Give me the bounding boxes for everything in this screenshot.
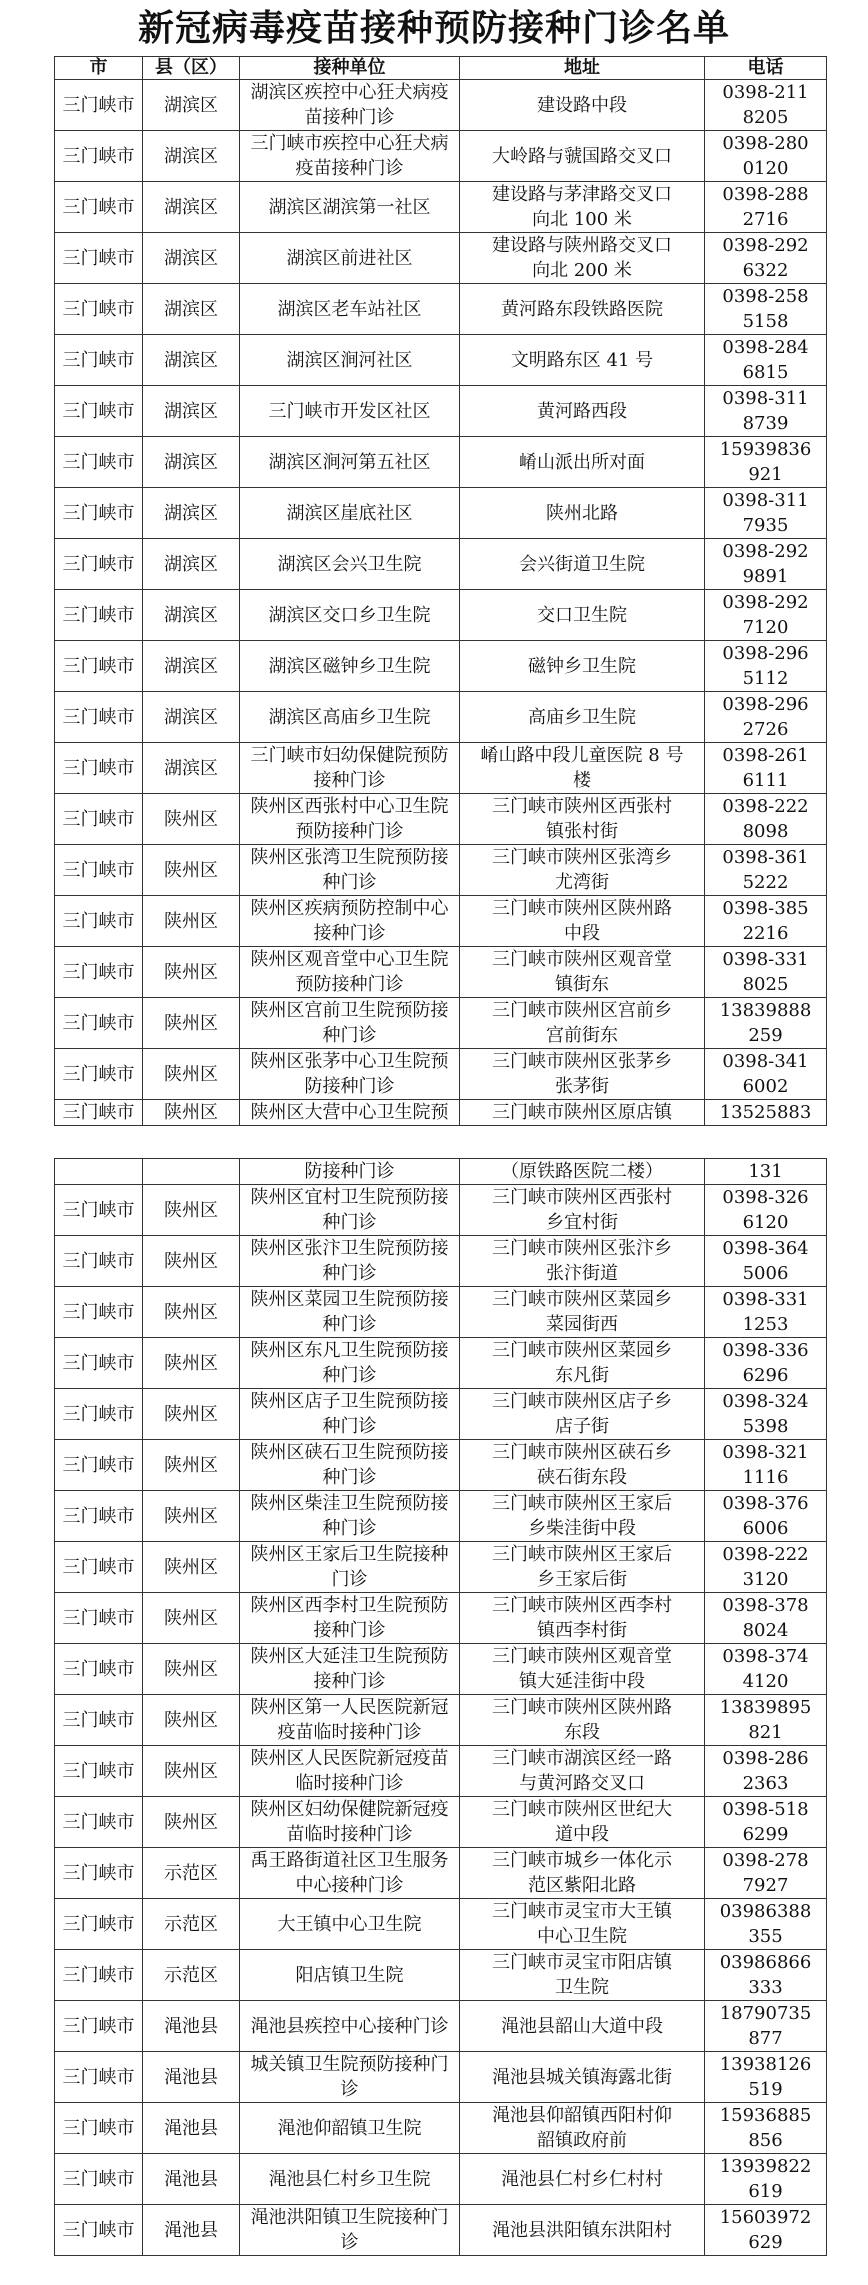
cell-unit: 陕州区疾病预防控制中心 接种门诊 bbox=[240, 896, 460, 947]
cell-phone: 131 bbox=[705, 1159, 827, 1185]
cell-city: 三门峡市 bbox=[55, 1542, 143, 1593]
table-row bbox=[55, 488, 827, 539]
cell-county: 渑池县 bbox=[143, 2205, 240, 2256]
cell-phone: 15939836 921 bbox=[705, 437, 827, 488]
cell-phone: 0398-284 6815 bbox=[705, 335, 827, 386]
cell-city: 三门峡市 bbox=[55, 488, 143, 539]
cell-city: 三门峡市 bbox=[55, 1593, 143, 1644]
cell-unit: 陕州区大延洼卫生院预防 接种门诊 bbox=[240, 1644, 460, 1695]
cell-phone: 0398-292 6322 bbox=[705, 233, 827, 284]
cell-address: 三门峡市陕州区王家后 乡柴洼街中段 bbox=[460, 1491, 705, 1542]
cell-phone: 0398-331 8025 bbox=[705, 947, 827, 998]
cell-phone: 03986866 333 bbox=[705, 1950, 827, 2001]
cell-unit: 陕州区东凡卫生院预防接 种门诊 bbox=[240, 1338, 460, 1389]
cell-address: 三门峡市陕州区西张村 乡宜村街 bbox=[460, 1185, 705, 1236]
cell-address: 三门峡市湖滨区经一路 与黄河路交叉口 bbox=[460, 1746, 705, 1797]
table-row bbox=[55, 2205, 827, 2256]
cell-phone: 18790735 877 bbox=[705, 2001, 827, 2052]
cell-unit: 防接种门诊 bbox=[240, 1159, 460, 1185]
cell-unit: 大王镇中心卫生院 bbox=[240, 1899, 460, 1950]
cell-county: 渑池县 bbox=[143, 2154, 240, 2205]
table-row bbox=[55, 845, 827, 896]
cell-county: 湖滨区 bbox=[143, 284, 240, 335]
cell-phone: 13938126 519 bbox=[705, 2052, 827, 2103]
cell-county: 陕州区 bbox=[143, 1542, 240, 1593]
cell-city: 三门峡市 bbox=[55, 1338, 143, 1389]
cell-unit: 陕州区店子卫生院预防接 种门诊 bbox=[240, 1389, 460, 1440]
cell-address: 三门峡市陕州区陕州路 东段 bbox=[460, 1695, 705, 1746]
cell-address: 黄河路东段铁路医院 bbox=[460, 284, 705, 335]
table-row bbox=[55, 1542, 827, 1593]
cell-address: 会兴街道卫生院 bbox=[460, 539, 705, 590]
cell-county: 示范区 bbox=[143, 1899, 240, 1950]
cell-unit: 湖滨区磁钟乡卫生院 bbox=[240, 641, 460, 692]
cell-address: 三门峡市城乡一体化示 范区紫阳北路 bbox=[460, 1848, 705, 1899]
cell-city: 三门峡市 bbox=[55, 386, 143, 437]
clinic-table-part-1 bbox=[54, 56, 827, 1126]
cell-address: 三门峡市陕州区观音堂 镇街东 bbox=[460, 947, 705, 998]
cell-unit: 陕州区第一人民医院新冠 疫苗临时接种门诊 bbox=[240, 1695, 460, 1746]
cell-address: 交口卫生院 bbox=[460, 590, 705, 641]
table-row bbox=[55, 80, 827, 131]
table-row bbox=[55, 539, 827, 590]
cell-phone: 0398-292 7120 bbox=[705, 590, 827, 641]
cell-phone: 0398-374 4120 bbox=[705, 1644, 827, 1695]
cell-city: 三门峡市 bbox=[55, 1287, 143, 1338]
cell-city: 三门峡市 bbox=[55, 1644, 143, 1695]
cell-phone: 13525883 bbox=[705, 1100, 827, 1126]
cell-city: 三门峡市 bbox=[55, 1100, 143, 1126]
cell-county: 湖滨区 bbox=[143, 590, 240, 641]
cell-phone: 15603972 629 bbox=[705, 2205, 827, 2256]
cell-city: 三门峡市 bbox=[55, 1491, 143, 1542]
cell-unit: 城关镇卫生院预防接种门 诊 bbox=[240, 2052, 460, 2103]
cell-address: 三门峡市陕州区店子乡 店子街 bbox=[460, 1389, 705, 1440]
cell-city: 三门峡市 bbox=[55, 1389, 143, 1440]
cell-city: 三门峡市 bbox=[55, 1746, 143, 1797]
table-row bbox=[55, 1899, 827, 1950]
cell-address: 渑池县韶山大道中段 bbox=[460, 2001, 705, 2052]
cell-address: 渑池县洪阳镇东洪阳村 bbox=[460, 2205, 705, 2256]
cell-city: 三门峡市 bbox=[55, 2052, 143, 2103]
cell-county: 示范区 bbox=[143, 1950, 240, 2001]
cell-unit: 陕州区妇幼保健院新冠疫 苗临时接种门诊 bbox=[240, 1797, 460, 1848]
cell-unit: 湖滨区疾控中心狂犬病疫 苗接种门诊 bbox=[240, 80, 460, 131]
cell-unit: 湖滨区老车站社区 bbox=[240, 284, 460, 335]
cell-unit: 陕州区宫前卫生院预防接 种门诊 bbox=[240, 998, 460, 1049]
cell-city: 三门峡市 bbox=[55, 590, 143, 641]
cell-city: 三门峡市 bbox=[55, 182, 143, 233]
cell-county: 湖滨区 bbox=[143, 743, 240, 794]
cell-address: 建设路与陕州路交叉口 向北 200 米 bbox=[460, 233, 705, 284]
cell-phone: 0398-321 1116 bbox=[705, 1440, 827, 1491]
cell-unit: 湖滨区涧河第五社区 bbox=[240, 437, 460, 488]
cell-city: 三门峡市 bbox=[55, 1950, 143, 2001]
header-city: 市 bbox=[55, 57, 143, 80]
cell-city: 三门峡市 bbox=[55, 1185, 143, 1236]
cell-county: 陕州区 bbox=[143, 1338, 240, 1389]
cell-city bbox=[55, 1159, 143, 1185]
table-row bbox=[55, 1797, 827, 1848]
cell-city: 三门峡市 bbox=[55, 2154, 143, 2205]
table-row bbox=[55, 1049, 827, 1100]
table-row bbox=[55, 794, 827, 845]
cell-phone: 0398-324 5398 bbox=[705, 1389, 827, 1440]
cell-phone: 0398-278 7927 bbox=[705, 1848, 827, 1899]
cell-phone: 13839895 821 bbox=[705, 1695, 827, 1746]
cell-unit: 陕州区宜村卫生院预防接 种门诊 bbox=[240, 1185, 460, 1236]
cell-unit: 陕州区西李村卫生院预防 接种门诊 bbox=[240, 1593, 460, 1644]
cell-phone: 0398-296 5112 bbox=[705, 641, 827, 692]
table-row bbox=[55, 233, 827, 284]
cell-unit: 湖滨区交口乡卫生院 bbox=[240, 590, 460, 641]
table-row bbox=[55, 1287, 827, 1338]
cell-unit: 湖滨区前进社区 bbox=[240, 233, 460, 284]
cell-phone: 0398-222 3120 bbox=[705, 1542, 827, 1593]
header-address: 地址 bbox=[460, 57, 705, 80]
cell-phone: 0398-292 9891 bbox=[705, 539, 827, 590]
cell-city: 三门峡市 bbox=[55, 692, 143, 743]
cell-unit: 三门峡市开发区社区 bbox=[240, 386, 460, 437]
cell-county: 陕州区 bbox=[143, 947, 240, 998]
cell-county: 陕州区 bbox=[143, 1746, 240, 1797]
cell-city: 三门峡市 bbox=[55, 233, 143, 284]
cell-phone: 0398-211 8205 bbox=[705, 80, 827, 131]
table-row bbox=[55, 335, 827, 386]
cell-unit: 陕州区王家后卫生院接种 门诊 bbox=[240, 1542, 460, 1593]
table-row bbox=[55, 947, 827, 998]
document-title: 新冠病毒疫苗接种预防接种门诊名单 bbox=[137, 8, 730, 49]
cell-county: 湖滨区 bbox=[143, 131, 240, 182]
cell-county: 陕州区 bbox=[143, 1100, 240, 1126]
cell-unit: 渑池洪阳镇卫生院接种门 诊 bbox=[240, 2205, 460, 2256]
table-row bbox=[55, 2154, 827, 2205]
cell-unit: 陕州区张茅中心卫生院预 防接种门诊 bbox=[240, 1049, 460, 1100]
cell-phone: 0398-364 5006 bbox=[705, 1236, 827, 1287]
cell-unit: 阳店镇卫生院 bbox=[240, 1950, 460, 2001]
cell-unit: 三门峡市妇幼保健院预防 接种门诊 bbox=[240, 743, 460, 794]
cell-county: 陕州区 bbox=[143, 1440, 240, 1491]
cell-unit: 陕州区张汴卫生院预防接 种门诊 bbox=[240, 1236, 460, 1287]
cell-city: 三门峡市 bbox=[55, 539, 143, 590]
cell-city: 三门峡市 bbox=[55, 284, 143, 335]
cell-phone: 0398-280 0120 bbox=[705, 131, 827, 182]
cell-city: 三门峡市 bbox=[55, 1797, 143, 1848]
cell-unit: 湖滨区湖滨第一社区 bbox=[240, 182, 460, 233]
cell-county: 渑池县 bbox=[143, 2052, 240, 2103]
cell-address: 渑池县仰韶镇西阳村仰 韶镇政府前 bbox=[460, 2103, 705, 2154]
cell-unit: 陕州区大营中心卫生院预 bbox=[240, 1100, 460, 1126]
table-row bbox=[55, 1185, 827, 1236]
cell-city: 三门峡市 bbox=[55, 80, 143, 131]
cell-unit: 湖滨区高庙乡卫生院 bbox=[240, 692, 460, 743]
cell-county: 陕州区 bbox=[143, 1185, 240, 1236]
cell-address: 建设路与茅津路交叉口 向北 100 米 bbox=[460, 182, 705, 233]
cell-address: 三门峡市陕州区硖石乡 硖石街东段 bbox=[460, 1440, 705, 1491]
cell-unit: 湖滨区涧河社区 bbox=[240, 335, 460, 386]
cell-address: 三门峡市陕州区张湾乡 尤湾街 bbox=[460, 845, 705, 896]
cell-unit: 渑池县仁村乡卫生院 bbox=[240, 2154, 460, 2205]
header-unit: 接种单位 bbox=[240, 57, 460, 80]
cell-county: 陕州区 bbox=[143, 1491, 240, 1542]
cell-city: 三门峡市 bbox=[55, 1848, 143, 1899]
cell-unit: 陕州区西张村中心卫生院 预防接种门诊 bbox=[240, 794, 460, 845]
table-row bbox=[55, 1950, 827, 2001]
cell-address: 大岭路与虢国路交叉口 bbox=[460, 131, 705, 182]
table-row bbox=[55, 743, 827, 794]
cell-phone: 0398-288 2716 bbox=[705, 182, 827, 233]
cell-phone: 0398-361 5222 bbox=[705, 845, 827, 896]
cell-address: 陕州北路 bbox=[460, 488, 705, 539]
cell-city: 三门峡市 bbox=[55, 2103, 143, 2154]
cell-county: 湖滨区 bbox=[143, 80, 240, 131]
table-row bbox=[55, 1389, 827, 1440]
cell-city: 三门峡市 bbox=[55, 794, 143, 845]
cell-phone: 0398-311 8739 bbox=[705, 386, 827, 437]
cell-address: 三门峡市陕州区陕州路 中段 bbox=[460, 896, 705, 947]
cell-address: 渑池县城关镇海露北街 bbox=[460, 2052, 705, 2103]
cell-unit: 渑池仰韶镇卫生院 bbox=[240, 2103, 460, 2154]
table-row bbox=[55, 1159, 827, 1185]
cell-phone: 0398-336 6296 bbox=[705, 1338, 827, 1389]
cell-address: 三门峡市陕州区世纪大 道中段 bbox=[460, 1797, 705, 1848]
cell-city: 三门峡市 bbox=[55, 896, 143, 947]
cell-address: 三门峡市陕州区菜园乡 菜园街西 bbox=[460, 1287, 705, 1338]
cell-unit: 禹王路街道社区卫生服务 中心接种门诊 bbox=[240, 1848, 460, 1899]
cell-city: 三门峡市 bbox=[55, 131, 143, 182]
table-row bbox=[55, 131, 827, 182]
cell-county: 示范区 bbox=[143, 1848, 240, 1899]
table-row bbox=[55, 1644, 827, 1695]
cell-address: 三门峡市陕州区菜园乡 东凡街 bbox=[460, 1338, 705, 1389]
table-row bbox=[55, 2103, 827, 2154]
cell-phone: 13839888 259 bbox=[705, 998, 827, 1049]
cell-county: 湖滨区 bbox=[143, 233, 240, 284]
cell-unit: 陕州区张湾卫生院预防接 种门诊 bbox=[240, 845, 460, 896]
cell-address: 崤山派出所对面 bbox=[460, 437, 705, 488]
cell-unit: 渑池县疾控中心接种门诊 bbox=[240, 2001, 460, 2052]
cell-phone: 0398-385 2216 bbox=[705, 896, 827, 947]
cell-county: 湖滨区 bbox=[143, 641, 240, 692]
cell-address: 三门峡市陕州区西李村 镇西李村街 bbox=[460, 1593, 705, 1644]
cell-address: 三门峡市陕州区西张村 镇张村街 bbox=[460, 794, 705, 845]
table-row bbox=[55, 1695, 827, 1746]
cell-city: 三门峡市 bbox=[55, 1049, 143, 1100]
cell-county: 湖滨区 bbox=[143, 488, 240, 539]
cell-phone: 0398-311 7935 bbox=[705, 488, 827, 539]
cell-address: 三门峡市陕州区张汴乡 张汴街道 bbox=[460, 1236, 705, 1287]
cell-address: 磁钟乡卫生院 bbox=[460, 641, 705, 692]
cell-phone: 13939822 619 bbox=[705, 2154, 827, 2205]
table-row bbox=[55, 1338, 827, 1389]
header-county: 县（区） bbox=[143, 57, 240, 80]
cell-county: 陕州区 bbox=[143, 1695, 240, 1746]
cell-address: 三门峡市陕州区张茅乡 张茅街 bbox=[460, 1049, 705, 1100]
cell-county: 陕州区 bbox=[143, 845, 240, 896]
cell-county: 陕州区 bbox=[143, 896, 240, 947]
cell-address: 三门峡市灵宝市大王镇 中心卫生院 bbox=[460, 1899, 705, 1950]
cell-phone: 0398-326 6120 bbox=[705, 1185, 827, 1236]
cell-city: 三门峡市 bbox=[55, 743, 143, 794]
cell-county: 湖滨区 bbox=[143, 539, 240, 590]
cell-phone: 0398-331 1253 bbox=[705, 1287, 827, 1338]
cell-phone: 15936885 856 bbox=[705, 2103, 827, 2154]
table-row bbox=[55, 1100, 827, 1126]
cell-county: 陕州区 bbox=[143, 1049, 240, 1100]
table-row bbox=[55, 386, 827, 437]
table-row bbox=[55, 1593, 827, 1644]
cell-county: 渑池县 bbox=[143, 2103, 240, 2154]
table-row bbox=[55, 1440, 827, 1491]
table-row bbox=[55, 1491, 827, 1542]
cell-county: 陕州区 bbox=[143, 1593, 240, 1644]
cell-address: 高庙乡卫生院 bbox=[460, 692, 705, 743]
table-row bbox=[55, 896, 827, 947]
cell-unit: 湖滨区崖底社区 bbox=[240, 488, 460, 539]
table-row bbox=[55, 2001, 827, 2052]
cell-unit: 陕州区硖石卫生院预防接 种门诊 bbox=[240, 1440, 460, 1491]
cell-city: 三门峡市 bbox=[55, 1695, 143, 1746]
cell-address: 建设路中段 bbox=[460, 80, 705, 131]
cell-unit: 陕州区人民医院新冠疫苗 临时接种门诊 bbox=[240, 1746, 460, 1797]
table-row bbox=[55, 437, 827, 488]
table-row bbox=[55, 641, 827, 692]
cell-county: 陕州区 bbox=[143, 794, 240, 845]
cell-county: 陕州区 bbox=[143, 998, 240, 1049]
cell-address: 三门峡市陕州区原店镇 bbox=[460, 1100, 705, 1126]
table-row bbox=[55, 1746, 827, 1797]
cell-phone: 0398-341 6002 bbox=[705, 1049, 827, 1100]
cell-unit: 陕州区观音堂中心卫生院 预防接种门诊 bbox=[240, 947, 460, 998]
cell-address: 三门峡市陕州区王家后 乡王家后街 bbox=[460, 1542, 705, 1593]
cell-city: 三门峡市 bbox=[55, 998, 143, 1049]
table-row bbox=[55, 998, 827, 1049]
cell-phone: 0398-286 2363 bbox=[705, 1746, 827, 1797]
cell-phone: 0398-222 8098 bbox=[705, 794, 827, 845]
cell-city: 三门峡市 bbox=[55, 947, 143, 998]
cell-county: 渑池县 bbox=[143, 2001, 240, 2052]
cell-city: 三门峡市 bbox=[55, 2205, 143, 2256]
cell-city: 三门峡市 bbox=[55, 2001, 143, 2052]
table-row bbox=[55, 284, 827, 335]
cell-phone: 0398-378 8024 bbox=[705, 1593, 827, 1644]
cell-county: 陕州区 bbox=[143, 1389, 240, 1440]
cell-unit: 湖滨区会兴卫生院 bbox=[240, 539, 460, 590]
cell-city: 三门峡市 bbox=[55, 1236, 143, 1287]
cell-address: 文明路东区 41 号 bbox=[460, 335, 705, 386]
cell-county: 湖滨区 bbox=[143, 182, 240, 233]
cell-city: 三门峡市 bbox=[55, 335, 143, 386]
header-phone: 电话 bbox=[705, 57, 827, 80]
cell-county: 湖滨区 bbox=[143, 335, 240, 386]
cell-county: 陕州区 bbox=[143, 1287, 240, 1338]
cell-county: 湖滨区 bbox=[143, 437, 240, 488]
cell-city: 三门峡市 bbox=[55, 1440, 143, 1491]
cell-county: 陕州区 bbox=[143, 1797, 240, 1848]
cell-unit: 陕州区柴洼卫生院预防接 种门诊 bbox=[240, 1491, 460, 1542]
table-row bbox=[55, 1236, 827, 1287]
cell-county: 湖滨区 bbox=[143, 386, 240, 437]
cell-unit: 陕州区菜园卫生院预防接 种门诊 bbox=[240, 1287, 460, 1338]
table-row bbox=[55, 590, 827, 641]
cell-unit: 三门峡市疾控中心狂犬病 疫苗接种门诊 bbox=[240, 131, 460, 182]
cell-address: 渑池县仁村乡仁村村 bbox=[460, 2154, 705, 2205]
cell-phone: 0398-376 6006 bbox=[705, 1491, 827, 1542]
clinic-table-part-2 bbox=[54, 1158, 827, 2256]
table-row bbox=[55, 692, 827, 743]
cell-county: 陕州区 bbox=[143, 1644, 240, 1695]
cell-address: 崤山路中段儿童医院 8 号 楼 bbox=[460, 743, 705, 794]
cell-phone: 0398-518 6299 bbox=[705, 1797, 827, 1848]
table-row bbox=[55, 182, 827, 233]
cell-city: 三门峡市 bbox=[55, 1899, 143, 1950]
cell-city: 三门峡市 bbox=[55, 845, 143, 896]
cell-city: 三门峡市 bbox=[55, 641, 143, 692]
table-header-row bbox=[55, 57, 827, 80]
cell-county bbox=[143, 1159, 240, 1185]
cell-county: 湖滨区 bbox=[143, 692, 240, 743]
cell-city: 三门峡市 bbox=[55, 437, 143, 488]
cell-phone: 03986388 355 bbox=[705, 1899, 827, 1950]
table-row bbox=[55, 2052, 827, 2103]
cell-phone: 0398-261 6111 bbox=[705, 743, 827, 794]
cell-phone: 0398-296 2726 bbox=[705, 692, 827, 743]
cell-address: 三门峡市灵宝市阳店镇 卫生院 bbox=[460, 1950, 705, 2001]
cell-address: 三门峡市陕州区宫前乡 宫前街东 bbox=[460, 998, 705, 1049]
cell-phone: 0398-258 5158 bbox=[705, 284, 827, 335]
cell-address: （原铁路医院二楼） bbox=[460, 1159, 705, 1185]
cell-county: 陕州区 bbox=[143, 1236, 240, 1287]
table-row bbox=[55, 1848, 827, 1899]
cell-address: 黄河路西段 bbox=[460, 386, 705, 437]
cell-address: 三门峡市陕州区观音堂 镇大延洼街中段 bbox=[460, 1644, 705, 1695]
